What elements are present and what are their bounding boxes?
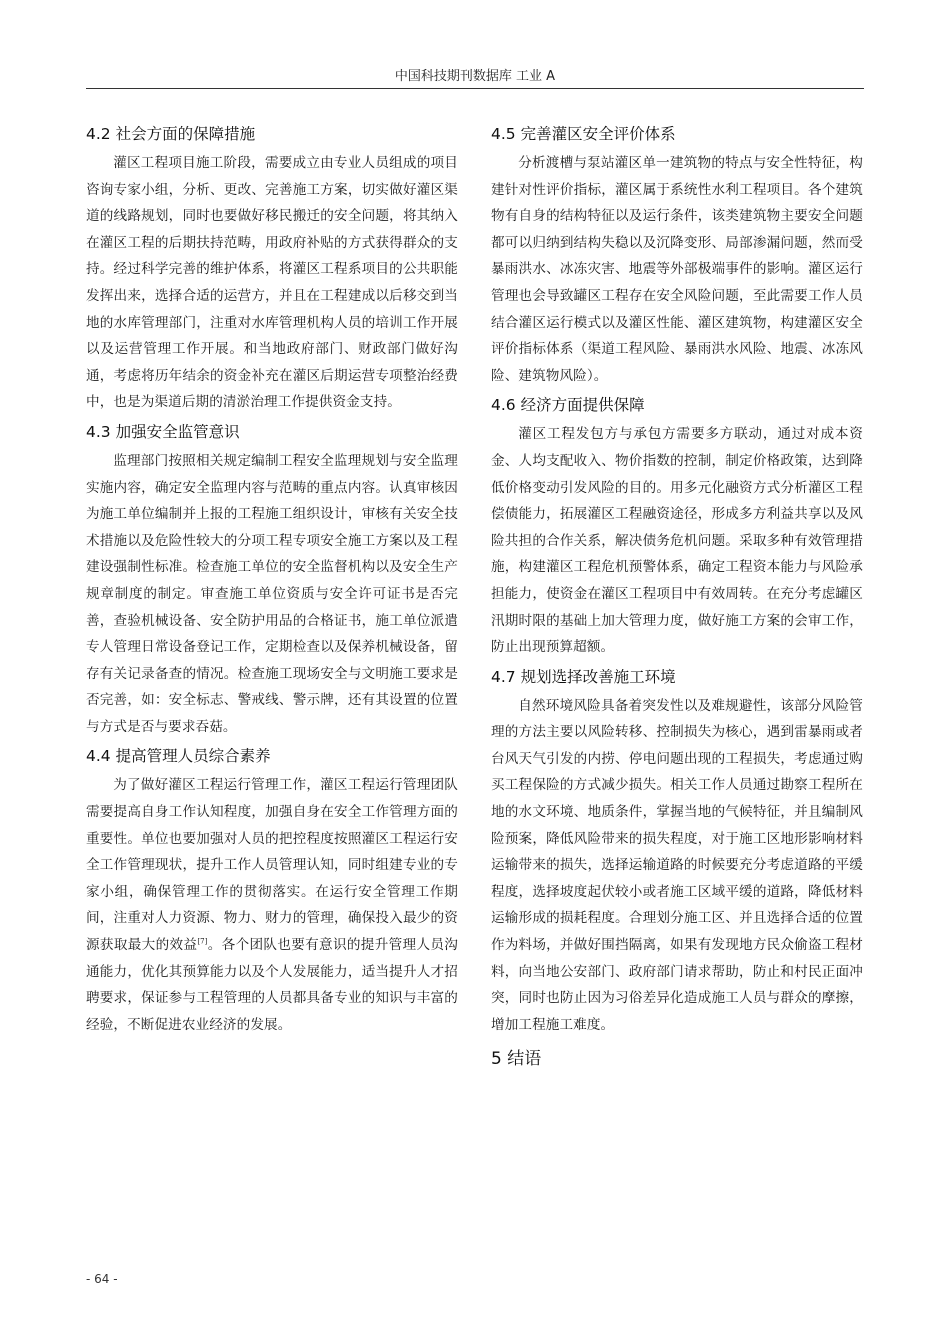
section-5-heading: 5 结语 [491, 1049, 542, 1070]
section-4-5-paragraph: 分析渡槽与泵站灌区单一建筑物的特点与安全性特征，构建针对性评价指标，灌区属于系统性水利工程项目。各个建筑物有自身的结构特征以及运行条件，该类建筑物主要安全问题都可以归纳到结构失稳以及沉降变形、局部渗漏问题，然而受暴雨洪水、冰冻灾害、地震等外部极端事件的影响。灌区运行管理也会导致罐区工程存在安全风险问题，至此需要工作人员结合灌区运行模式以及灌区性能、灌区建筑物，构建灌区安全评价指标体系（渠道工程风险、暴雨洪水风险、地震、冰冻风险、建筑物风险）。 [491, 155, 863, 384]
section-4-4-paragraph [86, 772, 458, 1038]
section-4-7-heading: 4.7 规划选择改善施工环境 [491, 667, 676, 686]
section-4-4-text-b: 。各个团队也要有意识的提升管理人员沟通能力，优化其预算能力以及个人发展能力，适当提升人才招聘要求，保证参与工程管理的人员都具备专业的知识与丰富的经验，不断促进农业经济的发展。 [86, 937, 458, 1033]
section-4-4-heading: 4.4 提高管理人员综合素养 [86, 747, 271, 766]
section-4-6-paragraph: 灌区工程发包方与承包方需要多方联动，通过对成本资金、人均支配收入、物价指数的控制，制定价格政策，达到降低价格变动引发风险的目的。用多元化融资方式分析灌区工程偿债能力，拓展灌区工程融资途径，形成多方利益共享以及风险共担的合作关系，解决债务危机问题。采取多种有效管理措施，构建灌区工程危机预警体系，确定工程资本能力与风险承担能力，使资金在灌区工程项目中有效周转。在充分考虑罐区汛期时限的基础上加大管理力度，做好施工方案的会审工作，防止出现预算超额。 [491, 426, 863, 656]
left-column [86, 118, 458, 1038]
page-number: - 64 - [86, 1272, 118, 1286]
running-header: 中国科技期刊数据库 工业 A [86, 66, 864, 89]
section-4-4-text-a: 为了做好灌区工程运行管理工作，灌区工程运行管理团队需要提高自身工作认知程度，加强自身在安全工作管理方面的重要性。单位也要加强对人员的把控程度按照灌区工程运行安全工作管理现状，提升工作人员管理认知，同时组建专业的专家小组，确保管理工作的贯彻落实。在运行安全管理工作期间，注重对人力资源、物力、财力的管理，确保投入最少的资源获取最大的效益 [86, 777, 458, 954]
section-4-2-heading: 4.2 社会方面的保障措施 [86, 125, 256, 143]
section-4-3-heading: 4.3 加强安全监管意识 [86, 422, 240, 441]
section-4-7-paragraph: 自然环境风险具备着突发性以及难规避性，该部分风险管理的方法主要以风险转移、控制损失为核心，遇到雷暴雨或者台风天气引发的内捞、停电问题出现的工程损失，考虑通过购买工程保险的方式减少损失。相关工作人员通过勘察工程所在地的水文环境、地质条件，掌握当地的气候特征，并且编制风险预案，降低风险带来的损失程度，对于施工区地形影响材料运输带来的损失，选择运输道路的时候要充分考虑道路的平缓程度，选择坡度起伏较小或者施工区域平缓的道路，降低材料运输形成的损耗程度。合理划分施工区、并且选择合适的位置作为料场，并做好围挡隔离，如果有发现地方民众偷盗工程材料，向当地公安部门、政府部门请求帮助，防止和村民正面冲突，同时也防止因为习俗差异化造成施工人员与群众的摩擦，增加工程施工难度。 [491, 697, 863, 1033]
section-4-2-paragraph: 灌区工程项目施工阶段，需要成立由专业人员组成的项目咨询专家小组，分析、更改、完善施工方案，切实做好灌区渠道的线路规划，同时也要做好移民搬迁的安全问题，将其纳入在灌区工程的后期扶持范畴，用政府补贴的方式获得群众的支持。经过科学完善的维护体系，将灌区工程系项目的公共职能发挥出来，选择合适的运营方，并且在工程建成以后移交到当地的水库管理部门，注重对水库管理机构人员的培训工作开展以及运营管理工作开展。和当地政府部门、财政部门做好沟通，考虑将历年结余的资金补充在灌区后期运营专项整治经费中，也是为渠道后期的清淤治理工作提供资金支持。 [86, 155, 458, 411]
section-4-3-paragraph: 监理部门按照相关规定编制工程安全监理规划与安全监理实施内容，确定安全监理内容与范畴的重点内容。认真审核因为施工单位编制并上报的工程施工组织设计，审核有关安全技术措施以及危险性较大的分项工程专项安全施工方案以及工程建设强制性标准。检查施工单位的安全监督机构以及安全生产规章制度的制定。审查施工单位资质与安全许可证书是否完善，查验机械设备、安全防护用品的合格证书，施工单位派遣专人管理日常设备登记工作，定期检查以及保养机械设备，留存有关记录备查的情况。检查施工现场安全与文明施工要求是否完善，如：安全标志、警戒线、警示牌，还有其设置的位置与方式是否与要求吞菇。 [86, 452, 458, 735]
section-4-6-heading: 4.6 经济方面提供保障 [491, 396, 645, 415]
section-4-5-heading: 4.5 完善灌区安全评价体系 [491, 125, 676, 143]
citation-ref: [7] [197, 937, 208, 946]
right-column [491, 118, 863, 1074]
